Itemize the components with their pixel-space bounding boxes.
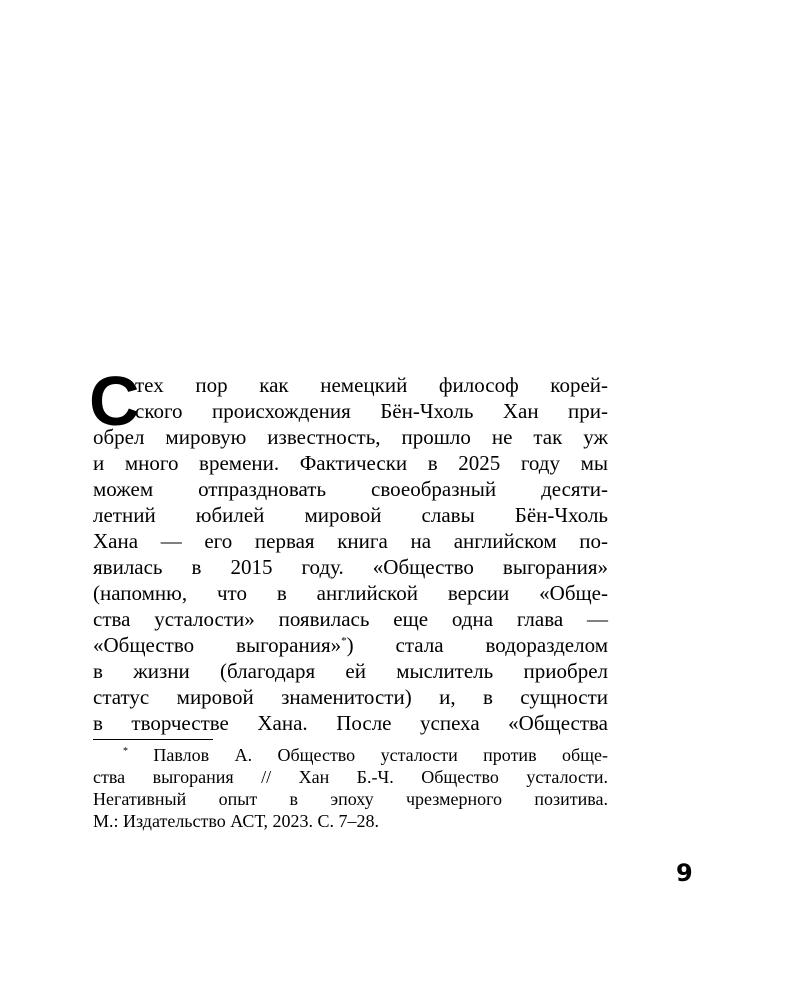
paragraph-line-14: в творчестве Хана. После успеха «Общества [93,711,608,735]
paragraph-line-10: ства усталости» появилась еще одна глава — [93,607,608,631]
footnote-marker: * [123,746,128,757]
paragraph-line-11-end: ) стала водоразделом [346,633,608,657]
paragraph-line-8: явилась в 2015 году. «Общество выгорания» [93,555,608,579]
footnote-line-1 [93,744,608,766]
footnote-line-1-text: Павлов А. Общество усталости против обще- [153,745,608,765]
drop-cap-letter: С [89,362,140,440]
footnote-line-4: М.: Издательство АСТ, 2023. С. 7–28. [93,811,380,831]
page-number: 9 [676,859,693,887]
main-paragraph [89,362,608,736]
paragraph-line-12: в жизни (благодаря ей мыслитель приобрел [93,659,608,683]
paragraph-line-7: Хана — его первая книга на английском по- [93,529,608,553]
footnote [93,744,608,832]
footnote-line-3: Негативный опыт в эпоху чрезмерного позитива. [93,789,608,809]
paragraph-line-6: летний юбилей мировой славы Бён-Чхоль [93,503,608,527]
footnote-divider [93,739,213,740]
paragraph-line-3: обрел мировую известность, прошло не так уж [93,425,608,449]
paragraph-line-13: статус мировой знаменитости) и, в сущности [93,685,608,709]
paragraph-line-5: можем отпраздновать своеобразный десяти- [93,477,608,501]
paragraph-line-4: и много времени. Фактически в 2025 году мы [93,451,608,475]
footnote-reference-marker: * [341,635,347,647]
footnote-line-2: ства выгорания // Хан Б.-Ч. Общество усталости. [93,767,608,787]
paragraph-line-9: (напомню, что в английской версии «Обще- [93,581,608,605]
paragraph-line-2: ского происхождения Бён-Чхоль Хан при- [135,399,608,423]
paragraph-line-11-start: «Общество выгорания» [93,633,342,657]
paragraph-line-1: тех пор как немецкий философ корей- [135,373,608,397]
paragraph-line-11 [93,632,608,658]
